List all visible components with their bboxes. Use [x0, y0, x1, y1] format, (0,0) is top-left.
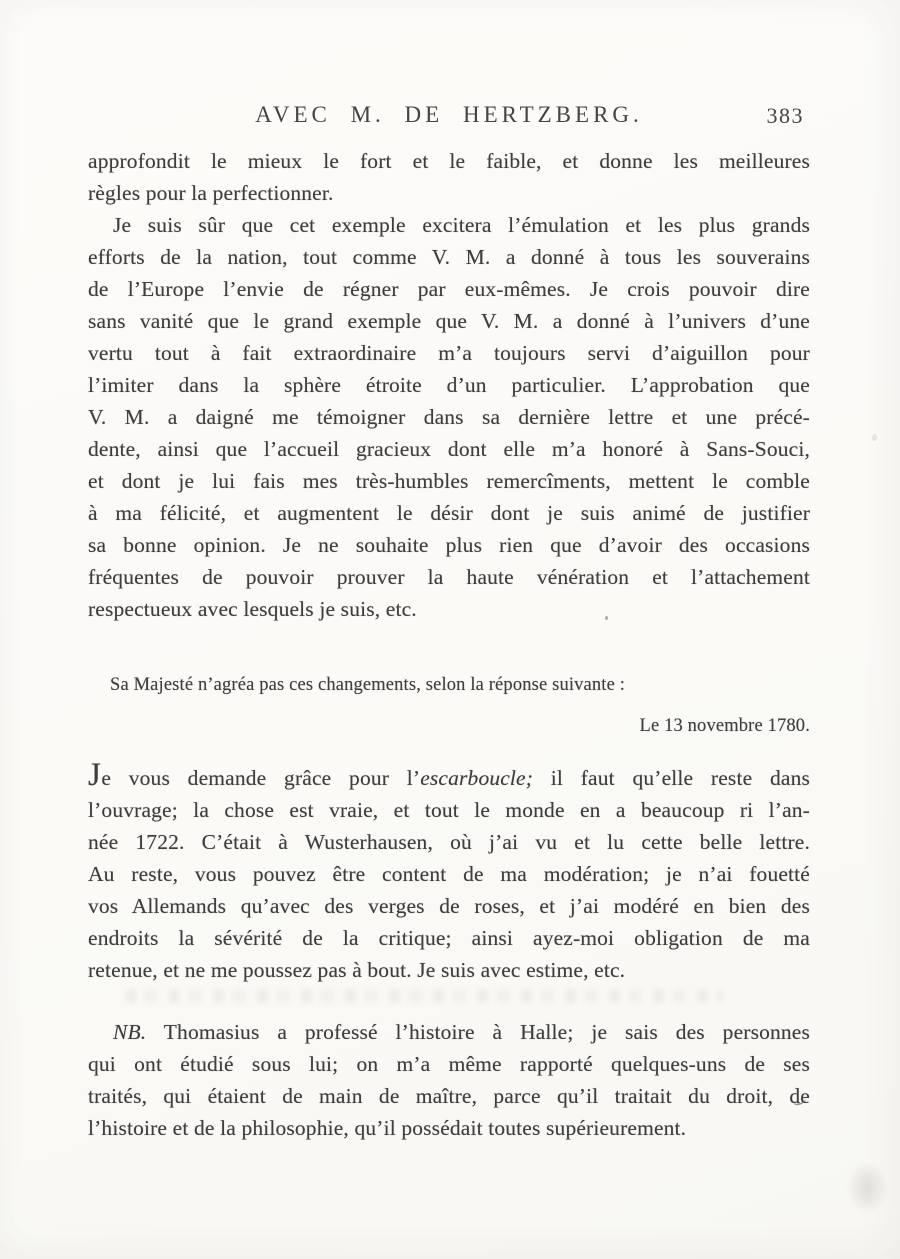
dateline-text: Le 13 novembre 1780. — [639, 716, 810, 736]
text-line — [88, 465, 810, 497]
text-line — [88, 497, 810, 529]
scan-smudge — [838, 1150, 896, 1225]
scan-speck — [605, 616, 608, 620]
text-segment: vos Allemands qu’avec des verges de roses, et j’ai modéré en bien des — [88, 894, 810, 918]
text-segment: Thomasius a professé l’histoire à Halle; je sais des personnes — [146, 1020, 810, 1044]
text-segment: approfondit le mieux le fort et le faible, et donne les meilleures — [88, 149, 810, 173]
text-segment: Je suis sûr que cet exemple excitera l’émulation et les plus grands — [113, 213, 810, 237]
text-line — [88, 954, 810, 986]
running-title: AVEC M. DE HERTZBERG. — [255, 102, 643, 127]
text-segment: Au reste, vous pouvez être content de ma modération; je n’ai fouetté — [88, 862, 810, 886]
text-segment: vertu tout à fait extraordinaire m’a toujours servi d’aiguillon pour — [88, 341, 810, 365]
text-segment: et dont je lui fais mes très-humbles remercîments, mettent le comble — [88, 469, 810, 493]
editorial-note-text: Sa Majesté n’agréa pas ces changements, selon la réponse suivante : — [110, 675, 626, 695]
text-line — [88, 1048, 810, 1080]
text-line — [88, 890, 810, 922]
text-line — [88, 529, 810, 561]
text-line — [88, 177, 810, 209]
running-head — [88, 102, 810, 132]
main-text-block — [88, 145, 810, 625]
text-segment: e vous demande grâce pour l’ — [101, 766, 421, 790]
text-segment: V. M. a daigné me témoigner dans sa dernière lettre et une précé- — [88, 405, 810, 429]
text-segment: escarboucle; — [420, 766, 534, 790]
text-segment: traités, qui étaient de main de maître, parce qu’il traitait du droit, de — [88, 1084, 810, 1108]
scan-speck — [872, 434, 877, 441]
drop-initial: J — [88, 757, 102, 793]
text-segment: à ma félicité, et augmentent le désir dont je suis animé de justifier — [88, 501, 810, 525]
text-segment: respectueux avec lesquels je suis, etc. — [88, 597, 417, 621]
text-segment: il faut qu’elle reste dans — [533, 766, 810, 790]
text-line — [88, 826, 810, 858]
text-segment: de l’Europe l’envie de régner par eux-mêmes. Je crois pouvoir dire — [88, 277, 810, 301]
text-line — [88, 369, 810, 401]
text-line — [88, 757, 810, 794]
text-segment: retenue, et ne me poussez pas à bout. Je suis avec estime, etc. — [88, 958, 626, 982]
text-segment: fréquentes de pouvoir prouver la haute vénération et l’attachement — [88, 565, 810, 589]
text-line — [88, 922, 810, 954]
dateline — [88, 713, 810, 739]
bleed-through-artifact — [125, 989, 725, 1003]
text-line — [88, 794, 810, 826]
text-segment: dente, ainsi que l’accueil gracieux dont elle m’a honoré à Sans-Souci, — [88, 437, 810, 461]
text-segment: efforts de la nation, tout comme V. M. a donné à tous les souverains — [88, 245, 810, 269]
text-line — [88, 858, 810, 890]
text-line — [88, 273, 810, 305]
text-line — [88, 1016, 810, 1048]
text-line — [88, 593, 810, 625]
editorial-note — [88, 672, 810, 698]
text-segment: endroits la sévérité de la critique; ainsi ayez-moi obligation de ma — [88, 926, 810, 950]
letter-paragraph — [88, 757, 810, 986]
text-line — [88, 305, 810, 337]
text-line — [88, 1080, 810, 1112]
text-line — [88, 401, 810, 433]
text-line — [88, 337, 810, 369]
paragraph-continuation — [88, 145, 810, 209]
text-segment: née 1722. C’était à Wusterhausen, où j’ai vu et lu cette belle lettre. — [88, 830, 810, 854]
text-segment: sans vanité que le grand exemple que V. M. a donné à l’univers d’une — [88, 309, 810, 333]
paragraph-second — [88, 209, 810, 625]
text-line — [88, 145, 810, 177]
text-line — [88, 209, 810, 241]
text-segment: l’ouvrage; la chose est vraie, et tout le monde en a beaucoup ri l’an- — [88, 798, 810, 822]
text-segment: l’imiter dans la sphère étroite d’un particulier. L’approbation que — [88, 373, 810, 397]
page-number: 383 — [766, 103, 804, 128]
text-line — [88, 1112, 810, 1144]
nb-paragraph — [88, 1016, 810, 1144]
text-segment: l’histoire et de la philosophie, qu’il possédait toutes supérieurement. — [88, 1116, 687, 1140]
text-segment: règles pour la perfectionner. — [88, 181, 334, 205]
text-line — [88, 241, 810, 273]
text-segment: sa bonne opinion. Je ne souhaite plus rien que d’avoir des occasions — [88, 533, 810, 557]
text-line — [88, 433, 810, 465]
text-line — [88, 561, 810, 593]
text-segment: NB. — [113, 1020, 147, 1044]
text-segment: qui ont étudié sous lui; on m’a même rapporté quelques-uns de ses — [88, 1052, 810, 1076]
